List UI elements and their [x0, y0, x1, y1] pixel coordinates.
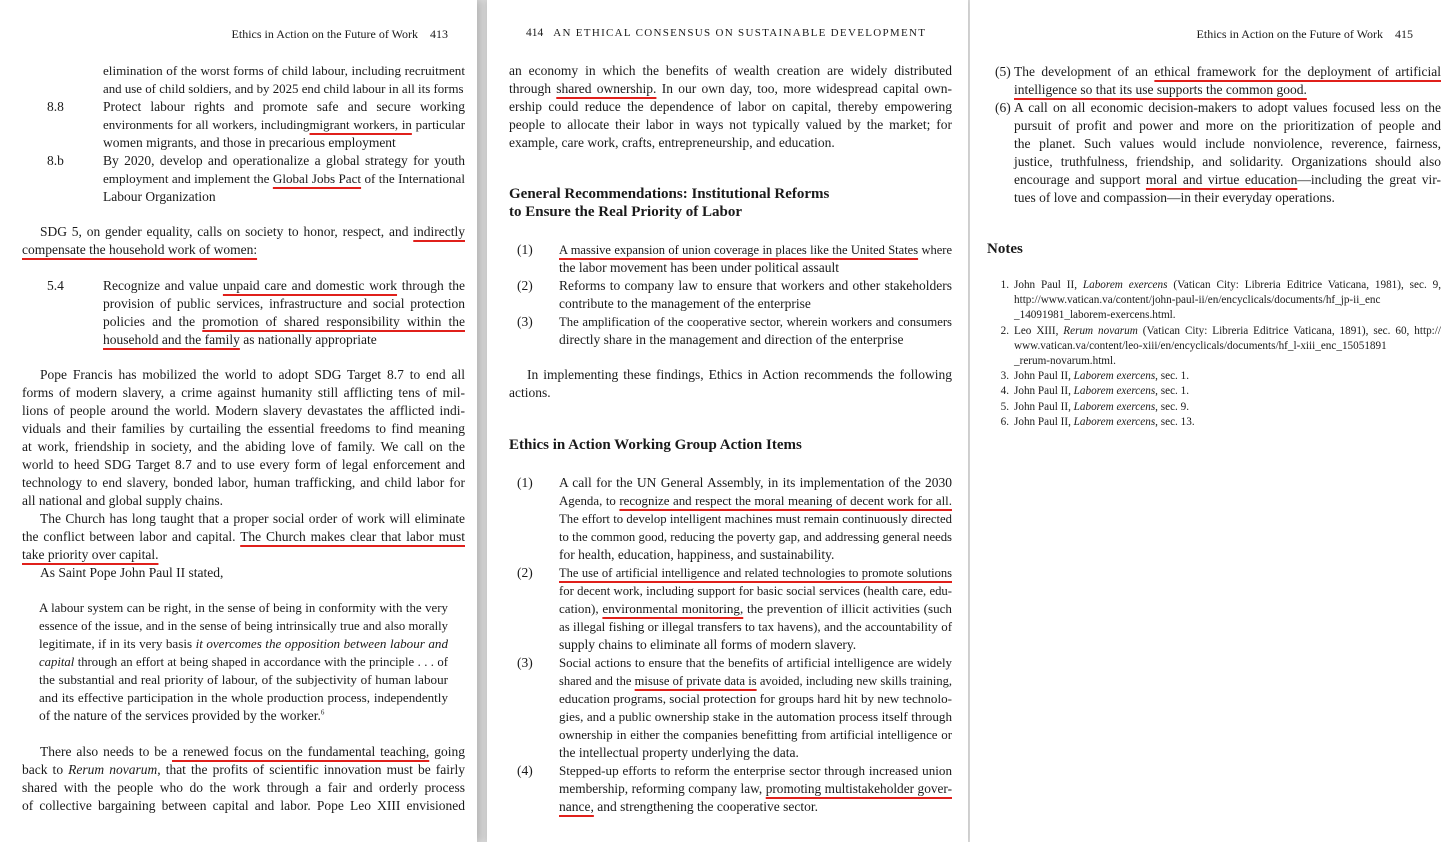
list-item [22, 152, 465, 206]
text-line [103, 152, 465, 170]
text-line [103, 331, 465, 349]
paragraph [22, 366, 465, 510]
text-line [559, 564, 952, 582]
text-segment: The amplification of the cooperative sector, wherein workers and consumers [559, 315, 952, 329]
text-line [559, 582, 952, 600]
item-number: 4. [1000, 385, 1009, 398]
item-number: 6. [1000, 415, 1009, 428]
underlined-text: shared ownership. [556, 81, 657, 96]
underlined-text: unpaid care and domestic work [222, 278, 398, 293]
text-segment: A labour system can be right, in the sense of being in conformity with the very [39, 601, 448, 615]
text-line [559, 762, 952, 780]
item-number: (1) [517, 475, 533, 490]
italic-text: Laborem exercens [1082, 279, 1168, 291]
text-line [1014, 63, 1441, 81]
text-line [509, 185, 952, 203]
footnote-ref: 6 [320, 708, 325, 717]
numbered-list [509, 241, 952, 349]
text-segment: women migrants, and those in precarious employment [103, 135, 396, 150]
text-line [559, 259, 952, 277]
text-line [39, 599, 448, 617]
text-line [1014, 135, 1441, 153]
text-segment: , sec. 13. [1155, 415, 1195, 428]
text-segment: pursuit of profit and power and more on the prioritization of people and [1014, 118, 1441, 133]
text-segment: the substantial and real priority of labour, of the subjectivity of human labour [39, 672, 448, 687]
text-segment: —including the great vir- [1297, 172, 1441, 187]
text-line [22, 797, 465, 815]
text-line [509, 134, 952, 152]
text-line [559, 313, 952, 331]
text-segment: of the nature of the services provided by the worker. [39, 708, 321, 723]
item-number: (6) [995, 100, 1011, 115]
item-number: 1. [1000, 279, 1009, 291]
underlined-text: A massive expansion of union coverage in places like the United States [559, 243, 919, 257]
text-line [987, 240, 1441, 258]
text-segment: SDG 5, on gender equality, calls on society to honor, respect, and [40, 224, 414, 239]
text-segment: membership, reforming company law, [559, 781, 766, 796]
text-segment: Pope Francis has mobilized the world to adopt SDG Target 8.7 to end all [40, 367, 465, 382]
text-segment: elimination of the worst forms of child labour, including recruitment [103, 63, 465, 78]
page-number: 415 [1395, 27, 1413, 41]
text-segment: By 2020, develop and operationalize a global strategy for youth [103, 153, 465, 168]
text-line [39, 707, 448, 725]
italic-text: it overcomes the opposition between labour and [195, 636, 449, 651]
text-line [1014, 415, 1441, 430]
text-segment: , sec. 9. [1155, 400, 1190, 413]
section-heading [509, 436, 952, 454]
underlined-text: ethical framework for the deployment of artificial [1154, 64, 1441, 79]
text-segment: for decent work, including support for basic social services (health care, edu- [559, 584, 952, 598]
text-segment: , sec. 1. [1155, 385, 1190, 398]
text-segment: General Recommendations: Institutional Reforms [509, 186, 830, 202]
text-line [1014, 308, 1441, 323]
list-item [509, 654, 952, 762]
underlined-text: misuse of private data is [634, 674, 757, 688]
paragraph [509, 366, 952, 402]
text-segment: of the International [361, 171, 465, 186]
underlined-text: environmental monitoring, [602, 601, 744, 616]
item-number: 5.4 [47, 278, 64, 293]
underlined-text: take priority over capital. [22, 547, 159, 562]
text-segment: example, care work, crafts, entrepreneurship, and education. [509, 135, 835, 150]
text-segment: as nationally appropriate [239, 332, 377, 347]
text-segment: back to [22, 762, 69, 777]
text-line [1014, 189, 1441, 207]
text-segment: Stepped-up efforts to reform the enterprise sector through increased union [559, 763, 952, 778]
text-segment: forms of modern slavery, a crime against humanity still afflicting tens of mil- [22, 385, 465, 400]
text-segment: www.vatican.va/content/leo-xiii/en/encyclicals/documents/hf_l-xiii_enc_15051891 [1014, 339, 1387, 352]
paragraph [22, 564, 465, 582]
text-line [1014, 324, 1441, 339]
page-414 [487, 0, 968, 842]
page-413 [0, 0, 477, 842]
text-line [559, 510, 952, 528]
item-number: 8.b [47, 153, 64, 168]
text-segment: , that the profits of scientific innovation must be fairly [157, 762, 465, 777]
text-segment: John Paul II, [1014, 415, 1074, 428]
text-line [103, 62, 465, 80]
text-segment: Agenda, to [559, 494, 620, 508]
text-segment: the prevention of illicit activities (such [743, 601, 952, 616]
text-line [22, 743, 465, 761]
item-number: (1) [517, 242, 533, 257]
text-segment: Reforms to company law to ensure that workers and other stakeholders [559, 278, 952, 293]
text-line [1014, 99, 1441, 117]
underlined-text: a renewed focus on the fundamental teaching, [172, 744, 430, 759]
text-segment: (Vatican City: Libreria Editrice Vaticana, 1981), sec. 9, [1167, 279, 1441, 291]
list-item [987, 99, 1441, 207]
text-line [559, 798, 952, 816]
text-line [103, 134, 465, 152]
text-line [509, 98, 952, 116]
text-segment: at work, friendship in society, and the abiding love of family. We call on the [22, 439, 465, 454]
text-segment: gies, and a public ownership stake in the automation process itself through [559, 709, 952, 724]
text-segment: contribute to the management of the enterprise [559, 296, 811, 311]
text-segment: the labor movement has been under political assault [559, 260, 840, 275]
text-line [559, 780, 952, 798]
text-line [559, 708, 952, 726]
underlined-text: indirectly [413, 224, 465, 239]
text-segment: Leo XIII, [1014, 324, 1064, 337]
section-heading [987, 240, 1441, 258]
text-line [22, 779, 465, 797]
text-segment: legitimate, if in its very basis [39, 636, 196, 651]
underlined-text: intelligence so that its use supports the common good. [1014, 82, 1307, 97]
text-line [559, 241, 952, 259]
list-item [509, 762, 952, 816]
text-segment: all national and global supply chains. [22, 493, 223, 508]
text-segment: _14091981_laborem-exercens.html. [1014, 309, 1176, 322]
page-number: 413 [430, 27, 448, 41]
underlined-text: The Church makes clear that labor must [240, 529, 465, 544]
text-line [22, 438, 465, 456]
text-line [559, 546, 952, 564]
text-segment: Social actions to ensure that the benefits of artificial intelligence are widely [559, 656, 952, 670]
item-number: 8.8 [47, 99, 64, 114]
footnote [987, 369, 1441, 384]
text-segment: (Vatican City: Libreria Editrice Vaticana, 1891), sec. 60, http:// [1137, 324, 1441, 337]
text-segment: policies and the [103, 314, 203, 329]
text-line [103, 170, 465, 188]
text-line [22, 241, 465, 259]
text-segment: There also needs to be [40, 744, 172, 759]
list-item [509, 313, 952, 349]
text-line [559, 618, 952, 636]
footnote [987, 384, 1441, 399]
text-line [103, 313, 465, 331]
item-number: (5) [995, 64, 1011, 79]
italic-text: Laborem exercens [1073, 385, 1156, 398]
text-segment: shared with the people who do the work through a fair and orderly process [22, 780, 465, 795]
text-segment: for health, education, happiness, and sustainability. [559, 547, 835, 562]
text-segment: In our own day, too, more widespread capital own- [656, 81, 952, 96]
text-segment: provision of public services, infrastructure and social protection [103, 296, 465, 311]
text-line [22, 420, 465, 438]
notes-list [987, 278, 1441, 430]
list-item [509, 241, 952, 277]
text-segment: Labour Organization [103, 189, 216, 204]
italic-text: Laborem exercens [1073, 400, 1156, 413]
text-line [39, 671, 448, 689]
page-415 [970, 0, 1456, 842]
text-line [22, 492, 465, 510]
text-line [509, 384, 952, 402]
text-segment: John Paul II, [1014, 385, 1074, 398]
text-segment: shared and the [559, 674, 635, 688]
block-quote [39, 599, 448, 725]
text-segment: through the [397, 278, 465, 293]
text-segment: As Saint Pope John Paul II stated, [40, 565, 224, 580]
underlined-text: Global Jobs Pact [272, 171, 362, 186]
text-segment: directly share in the management and direction of the enterprise [559, 332, 904, 347]
text-line [1014, 278, 1441, 293]
text-segment: people to allocate their labor in ways not typically valued by the market; for [509, 117, 952, 132]
text-line [22, 402, 465, 420]
underlined-text: The use of artificial intelligence and related technologies to promote solutions [559, 566, 952, 580]
text-segment: technology to end slavery, bonded labor, human trafficking, and child labor for [22, 475, 465, 490]
text-segment: as illegal fishing or illegal transfers to tax havens), and the accountability of [559, 620, 952, 634]
text-line [559, 672, 952, 690]
text-line [22, 528, 465, 546]
text-segment: John Paul II, [1014, 370, 1074, 383]
text-segment: and strengthening the cooperative sector. [593, 799, 819, 814]
text-line [1014, 369, 1441, 384]
text-line [559, 690, 952, 708]
running-header [1197, 27, 1413, 42]
italic-text: Rerum novarum [1063, 324, 1138, 337]
text-line [559, 528, 952, 546]
text-segment: , sec. 1. [1155, 370, 1190, 383]
numbered-list [987, 63, 1441, 207]
text-segment: viduals and their families by curtailing the essential freedoms to find meaning [22, 421, 465, 436]
text-line [559, 600, 952, 618]
text-segment: The development of an [1014, 64, 1155, 79]
paragraph [22, 743, 465, 815]
text-segment: to Ensure the Real Priority of Labor [509, 204, 743, 220]
text-line [1014, 81, 1441, 99]
text-line [39, 689, 448, 707]
text-segment: _rerum-novarum.html. [1014, 354, 1116, 367]
list-item [509, 564, 952, 654]
list-item [987, 63, 1441, 99]
text-segment: Notes [987, 241, 1023, 257]
text-line [559, 726, 952, 744]
text-segment: A call for the UN General Assembly, in its implementation of the 2030 [559, 475, 952, 490]
text-segment: employment and implement the [103, 171, 273, 186]
text-segment: the planet. Such values would include nonviolence, reverence, fairness, [1014, 136, 1441, 151]
list-item [22, 98, 465, 152]
text-line [559, 654, 952, 672]
text-line [509, 203, 952, 221]
text-segment: world to heed SDG Target 8.7 and to use every form of legal enforcement and [22, 457, 465, 472]
text-segment: of collective bargaining between capital and labor. Pope Leo XIII envisioned [22, 798, 465, 813]
text-segment: where [918, 243, 952, 257]
text-line [39, 617, 448, 635]
running-header [526, 27, 926, 39]
text-line [559, 474, 952, 492]
item-number: 5. [1000, 400, 1009, 413]
underlined-text: recognize and respect the moral meaning of decent work for all. [619, 494, 952, 508]
text-segment: justice, truthfulness, friendship, and solidarity. Organizations should also [1014, 154, 1441, 169]
item-number: (2) [517, 565, 533, 580]
item-number: (3) [517, 655, 533, 670]
text-line [22, 456, 465, 474]
text-segment: http://www.vatican.va/content/john-paul-ii/en/encyclicals/documents/hf_jp-ii_enc [1014, 294, 1381, 307]
text-line [103, 80, 465, 98]
text-segment: essence of the issue, and in the sense of being intrinsically true and also morally [39, 619, 448, 633]
list-item [22, 277, 465, 349]
running-header-title: AN ETHICAL CONSENSUS ON SUSTAINABLE DEVELOPMENT [553, 27, 927, 39]
section-heading [509, 185, 952, 221]
text-segment: Protect labour rights and promote safe and secure working [103, 99, 465, 114]
underlined-text: compensate the household work of women: [22, 242, 258, 257]
footnote [987, 400, 1441, 415]
text-line [22, 510, 465, 528]
text-line [509, 436, 952, 454]
list-item [509, 277, 952, 313]
text-segment: the intellectual property underlying the data. [559, 745, 799, 760]
item-number: (2) [517, 278, 533, 293]
underlined-text: nance, [559, 799, 594, 814]
text-segment: avoided, including new skills training, [756, 674, 952, 688]
text-segment: The Church has long taught that a proper social order of work will eliminate [40, 511, 465, 526]
text-line [1014, 384, 1441, 399]
text-line [559, 331, 952, 349]
text-segment: ership could reduce the dependence of labor on capital, thereby empowering [509, 99, 952, 114]
running-header-title: Ethics in Action on the Future of Work [1196, 27, 1383, 41]
text-line [39, 635, 448, 653]
text-segment: and its effective participation in the whole production process, independently [39, 690, 448, 705]
text-line [509, 80, 952, 98]
list-item [22, 62, 465, 98]
text-line [22, 474, 465, 492]
running-header [232, 27, 448, 42]
text-line [559, 492, 952, 510]
numbered-list [509, 474, 952, 816]
italic-text: Rerum novarum [68, 762, 158, 777]
footnote [987, 415, 1441, 430]
text-segment: Recognize and value [103, 278, 223, 293]
text-line [1014, 293, 1441, 308]
underlined-text: household and the family [103, 332, 240, 347]
text-segment: to the common good, reducing the poverty gap, and addressing general needs [559, 530, 952, 544]
italic-text: Laborem exercens [1073, 370, 1156, 383]
page-number: 414 [526, 27, 544, 39]
item-number: 3. [1000, 370, 1009, 383]
list-item [509, 474, 952, 564]
text-line [1014, 117, 1441, 135]
text-segment: cation), [559, 601, 603, 616]
text-segment: education programs, social protection for groups hard hit by new technolo- [559, 691, 952, 706]
text-line [103, 295, 465, 313]
text-line [509, 366, 952, 384]
text-line [559, 636, 952, 654]
text-line [559, 295, 952, 313]
item-number: (4) [517, 763, 533, 778]
text-segment: John Paul II, [1014, 279, 1083, 291]
text-line [509, 62, 952, 80]
text-segment: encourage and support [1014, 172, 1146, 187]
text-line [103, 116, 465, 134]
text-line [559, 744, 952, 762]
italic-text: Laborem exercens [1073, 415, 1156, 428]
underlined-text: promotion of shared responsibility within the [202, 314, 465, 329]
numbered-list [22, 62, 465, 206]
footnote [987, 278, 1441, 324]
text-line [103, 188, 465, 206]
numbered-list [22, 277, 465, 349]
text-line [1014, 339, 1441, 354]
text-segment: lions of people around the world. Modern slavery devastates the afflicted indi- [22, 403, 465, 418]
text-line [1014, 354, 1441, 369]
text-segment: actions. [509, 385, 551, 400]
text-segment: environments for all workers, including [103, 118, 310, 132]
running-header-title: Ethics in Action on the Future of Work [231, 27, 418, 41]
paragraph [509, 62, 952, 152]
text-line [22, 761, 465, 779]
underlined-text: promoting multistakeholder gover- [765, 781, 952, 796]
text-segment: through [509, 81, 557, 96]
item-number: (3) [517, 314, 533, 329]
text-line [559, 277, 952, 295]
text-segment: tues of love and compassion—in their everyday operations. [1014, 190, 1335, 205]
text-segment: the conflict between labor and capital. [22, 529, 241, 544]
underlined-text: moral and virtue education [1145, 172, 1298, 187]
text-line [22, 546, 465, 564]
text-segment: supply chains to eliminate all forms of modern slavery. [559, 637, 857, 652]
item-number: 2. [1000, 324, 1009, 337]
underlined-text: migrant workers, in [309, 118, 412, 132]
text-line [22, 366, 465, 384]
text-line [22, 384, 465, 402]
text-line [22, 223, 465, 241]
text-line [39, 653, 448, 671]
text-line [1014, 153, 1441, 171]
text-line [509, 116, 952, 134]
text-line [103, 98, 465, 116]
paragraph [22, 510, 465, 564]
text-line [1014, 171, 1441, 189]
text-line [1014, 400, 1441, 415]
text-segment: A call on all economic decision-makers to adopt values focused less on the [1014, 100, 1441, 115]
text-segment: In implementing these findings, Ethics in Action recommends the following [527, 367, 952, 382]
text-segment: particular [411, 118, 466, 132]
text-line [22, 564, 465, 582]
text-segment: going [429, 744, 465, 759]
italic-text: capital [39, 655, 75, 669]
text-segment: an economy in which the benefits of wealth creation are widely distributed [509, 63, 952, 78]
text-segment: ownership in either the companies benefitting from artificial intelligence or [559, 728, 952, 742]
paragraph [22, 223, 465, 259]
text-segment: and use of child soldiers, and by 2025 end child labour in all its forms [103, 82, 464, 96]
text-segment: Ethics in Action Working Group Action Items [509, 437, 802, 453]
footnote [987, 324, 1441, 370]
text-line [103, 277, 465, 295]
text-segment: The effort to develop intelligent machines must remain continuously directed [559, 512, 952, 526]
text-segment: through an effort at being shaped in accordance with the principle . . . of [74, 655, 448, 669]
text-segment: John Paul II, [1014, 400, 1074, 413]
